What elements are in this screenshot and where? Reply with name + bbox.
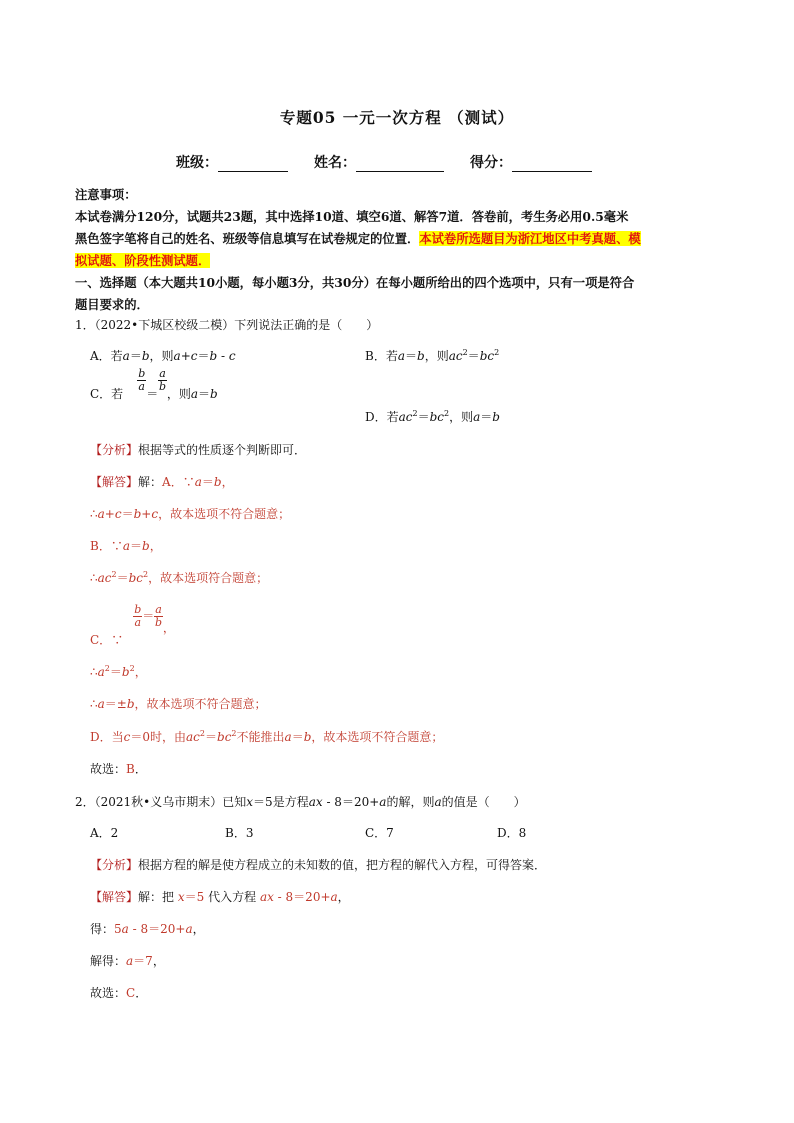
q2-option-a[interactable]: A．2: [90, 826, 119, 840]
q1-answer-line6: $\therefore a^2=b^2$，: [90, 664, 147, 679]
notice-line2: [75, 228, 725, 250]
q1-answer-line4: $\therefore ac^2=bc^2$，故本选项符合题意；: [90, 570, 269, 585]
q1-answer-line1: 【解答】解：A．∵a＝b，: [90, 475, 234, 489]
q2-option-c[interactable]: C．7: [365, 826, 394, 840]
q2-answer-line1: 【解答】解：把 x＝5 代入方程 ax - 8＝20+a，: [90, 890, 350, 904]
q2-stem: 2．（2021秋•义乌市期末）已知x＝5是方程ax - 8＝20+a的解，则a的值是（ ）: [75, 795, 526, 809]
q1-answer-line7: ∴a＝±b，故本选项不符合题意；: [90, 697, 267, 711]
score-label: 得分：: [470, 155, 512, 171]
q2-answer-line3: 解得：a＝7，: [90, 954, 165, 968]
notice-block: [75, 184, 725, 316]
analysis-tag: 【分析】: [90, 443, 139, 457]
q2-option-d[interactable]: D．8: [497, 826, 527, 840]
q1-answer-line5: C．∵ $\frac{b}{a}$ ＝ $\frac{a}{b}$ ，: [90, 603, 175, 647]
q1-option-b[interactable]: B．若a＝b，则$ac^2=bc^2$: [365, 348, 500, 363]
q1-answer-line3: B．∵a＝b，: [90, 539, 162, 553]
q1-conclusion: 故选：B．: [90, 762, 147, 776]
q1-option-d[interactable]: D．若$ac^2=bc^2$，则a＝b: [365, 409, 500, 424]
q2-analysis: 【分析】根据方程的解是使方程成立的未知数的值，把方程的解代入方程，可得答案．: [90, 858, 547, 872]
q1-stem: 1．（2022•下城区校级二模）下列说法正确的是（ ）: [75, 318, 379, 332]
q2-conclusion: 故选：C．: [90, 986, 148, 1000]
student-info-line: [0, 152, 794, 172]
class-blank[interactable]: [218, 157, 288, 172]
score-blank[interactable]: [512, 157, 592, 172]
class-label: 班级：: [176, 155, 218, 171]
q1-option-c[interactable]: C．若 $\frac{b}{a}$ ＝ $\frac{a}{b}$ ，则a＝b: [90, 367, 218, 401]
q1-analysis: 【分析】根据等式的性质逐个判断即可．: [90, 443, 307, 457]
q1-option-a[interactable]: A．若a＝b，则a+c＝b - c: [90, 349, 236, 363]
notice-line1: 本试卷满分120分，试题共23题，其中选择10道、填空6道、解答7道．答卷前，考生务必用0.5毫米: [75, 209, 629, 224]
q1-answer-line2: ∴a+c＝b+c，故本选项不符合题意；: [90, 507, 291, 521]
section-heading-cont: 题目要求的．: [75, 297, 149, 312]
notice-highlight: 本试卷所选题目为浙江地区中考真题、模: [419, 231, 641, 246]
name-blank[interactable]: [356, 157, 444, 172]
q2-answer-line2: 得：5a - 8＝20+a，: [90, 922, 205, 936]
q2-option-b[interactable]: B．3: [225, 826, 254, 840]
name-label: 姓名：: [314, 155, 356, 171]
notice-line2-text: 黑色签字笔将自己的姓名、班级等信息填写在试卷规定的位置．: [75, 231, 420, 246]
page-title: 专题05 一元一次方程 （测试）: [279, 108, 515, 127]
notice-heading: 注意事项：: [75, 187, 137, 202]
notice-highlight-2: 拟试题、阶段性测试题．: [75, 253, 211, 268]
section-heading: 一、选择题（本大题共10小题，每小题3分，共30分）在每小题所给出的四个选项中，只有一项是符合: [75, 275, 635, 290]
notice-line3: [75, 250, 725, 272]
q1-answer-line8: D．当c＝0时，由$ac^2=bc^2$不能推出a＝b，故本选项不符合题意；: [90, 729, 444, 744]
